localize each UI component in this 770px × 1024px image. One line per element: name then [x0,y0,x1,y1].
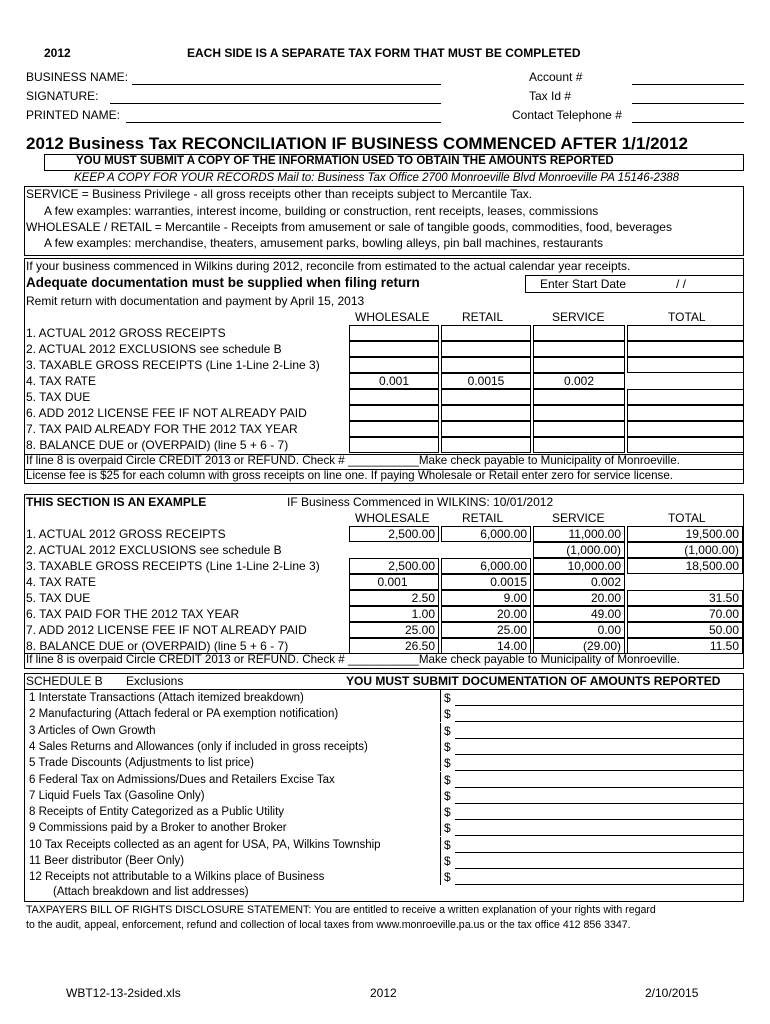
printed-name-label: PRINTED NAME: [26,108,121,122]
form-cell-line5-service[interactable] [533,389,625,405]
col-service: SERVICE [552,310,605,324]
schedule-b-amount-field-3[interactable] [455,738,744,739]
example-overpaid-note: If line 8 is overpaid Circle CREDIT 2013 or REFUND. Check # ___________Make check payable to Municipality of Monroeville. [26,653,680,666]
divider [440,837,441,853]
header-year: 2012 [44,46,71,60]
divider [440,772,441,788]
col-retail: RETAIL [462,310,504,324]
must-submit-notice: YOU MUST SUBMIT A COPY OF THE INFORMATION USED TO OBTAIN THE AMOUNTS REPORTED [76,155,614,167]
page-title: 2012 Business Tax RECONCILIATION IF BUSINESS COMMENCED AFTER 1/1/2012 [26,134,688,153]
schedule-b-dollar-sign: $ [444,870,451,885]
form-cell-line8-wholesale[interactable] [349,437,439,453]
form-cell-line8-retail[interactable] [441,437,531,453]
signature-label: SIGNATURE: [26,89,99,103]
form-cell-line6-service[interactable] [533,405,625,421]
account-field[interactable] [632,84,744,85]
example-cell-line8-retail: 14.00 [441,638,531,654]
form-cell-line5-total[interactable] [627,389,744,405]
schedule-b-amount-field-12[interactable] [455,884,744,885]
disclosure-line-2: to the audit, appeal, enforcement, refund and collection of local taxes from www.monroeville.pa.us or the tax office 412 856 3347. [26,919,631,931]
start-date-value: / / [676,277,687,291]
form-cell-line6-total[interactable] [627,405,744,421]
signature-field[interactable] [110,103,441,104]
schedule-b-item-3: 3 Articles of Own Growth [29,724,156,737]
example-cell-line4-total [627,574,743,590]
schedule-b-amount-field-11[interactable] [455,868,744,869]
ex-col-wholesale: WHOLESALE [355,511,430,525]
telephone-field[interactable] [632,122,744,123]
divider [24,901,744,902]
schedule-b-item-10: 10 Tax Receipts collected as an agent for USA, PA, Wilkins Township [29,838,381,851]
ex-line-7: 7. ADD 2012 LICENSE FEE IF NOT ALREADY PAID [26,623,307,637]
form-cell-line1-wholesale[interactable] [349,325,439,341]
ex-col-service: SERVICE [552,511,605,525]
form-cell-line6-retail[interactable] [441,405,531,421]
divider [440,755,441,771]
form-line-8: 8. BALANCE DUE or (OVERPAID) (line 5 + 6 - 7) [26,438,289,452]
tax-id-label: Tax Id # [529,89,572,103]
schedule-b-dollar-sign: $ [444,788,451,803]
example-cell-line1-total: 19,500.00 [627,526,743,542]
rate-service: 0.002 [563,374,595,388]
divider [440,804,441,820]
start-date-label: Enter Start Date [540,277,627,291]
schedule-b-amount-field-1[interactable] [455,705,744,706]
form-line-3: 3. TAXABLE GROSS RECEIPTS (Line 1-Line 2-Line 3) [26,358,320,372]
service-definition: SERVICE = Business Privilege - all gross receipts other than receipts subject to Mercantile Tax. [26,187,533,201]
schedule-b-amount-field-9[interactable] [455,835,744,836]
form-line-7: 7. TAX PAID ALREADY FOR THE 2012 TAX YEAR [26,422,298,436]
example-cell-line2-retail [441,542,531,558]
schedule-b-amount-field-10[interactable] [455,852,744,853]
form-line-2: 2. ACTUAL 2012 EXCLUSIONS see schedule B [26,342,282,356]
schedule-b-heading: SCHEDULE B [26,674,103,688]
form-line-6: 6. ADD 2012 LICENSE FEE IF NOT ALREADY PAID [26,406,307,420]
form-cell-line1-service[interactable] [533,325,625,341]
tax-id-field[interactable] [632,103,744,104]
example-cell-line6-total: 70.00 [627,606,743,622]
divider [440,690,441,706]
schedule-b-amount-field-6[interactable] [455,787,744,788]
form-cell-line2-service[interactable] [533,341,625,357]
form-cell-line7-service[interactable] [533,421,625,437]
divider [440,788,441,804]
form-cell-line6-wholesale[interactable] [349,405,439,421]
ex-line-5: 5. TAX DUE [26,591,91,605]
divider [440,723,441,739]
wholesale-definition: WHOLESALE / RETAIL = Mercantile - Receipts from amusement or sale of tangible goods, commodities, food, beverages [26,220,672,234]
schedule-b-exclusions: Exclusions [126,674,184,688]
example-cell-line1-service: 11,000.00 [533,526,625,542]
col-total: TOTAL [668,310,706,324]
example-cell-line6-wholesale: 1.00 [349,606,439,622]
overpaid-note: If line 8 is overpaid Circle CREDIT 2013 or REFUND. Check # ___________Make check payable to Municipality of Monroeville. [26,454,680,467]
ex-line-3: 3. TAXABLE GROSS RECEIPTS (Line 1-Line 2-Line 3) [26,559,320,573]
form-intro: If your business commenced in Wilkins during 2012, reconcile from estimated to the actual calendar year receipts. [26,259,631,273]
business-name-label: BUSINESS NAME: [26,70,129,84]
example-cell-line5-retail: 9.00 [441,590,531,606]
schedule-b-dollar-sign: $ [444,723,451,738]
divider [440,820,441,836]
example-cell-line5-service: 20.00 [533,590,625,606]
form-line-1: 1. ACTUAL 2012 GROSS RECEIPTS [26,326,226,340]
header-notice: EACH SIDE IS A SEPARATE TAX FORM THAT MUST BE COMPLETED [187,46,581,60]
form-line-4: 4. TAX RATE [26,374,97,388]
example-cell-line2-wholesale [349,542,439,558]
divider [440,853,441,869]
schedule-b-dollar-sign: $ [444,691,451,705]
service-examples: A few examples: warranties, interest income, building or construction, rent receipts, leases, commissions [44,204,599,218]
example-cell-line7-total: 50.00 [627,622,743,638]
example-cell-line1-wholesale: 2,500.00 [349,526,439,542]
schedule-b-item-12: 12 Receipts not attributable to a Wilkins place of Business [29,871,325,884]
example-cell-line3-total: 18,500.00 [627,558,743,574]
form-cell-line5-wholesale[interactable] [349,389,439,405]
form-cell-line8-service[interactable] [533,437,625,453]
schedule-b-item-4: 4 Sales Returns and Allowances (only if included in gross receipts) [29,740,368,753]
example-cell-line8-wholesale: 26.50 [349,638,439,654]
schedule-b-dollar-sign: $ [444,739,451,754]
form-cell-line3-service[interactable] [533,357,625,373]
form-cell-line7-total[interactable] [627,421,744,437]
col-wholesale: WHOLESALE [355,310,430,324]
ex-line-6: 6. TAX PAID FOR THE 2012 TAX YEAR [26,607,240,621]
form-cell-line3-total[interactable] [627,357,744,373]
form-cell-line7-wholesale[interactable] [349,421,439,437]
printed-name-field[interactable] [126,122,441,123]
schedule-b-amount-field-7[interactable] [455,803,744,804]
schedule-b-attach: (Attach breakdown and list addresses) [53,886,249,898]
form-cell-line3-retail[interactable] [441,357,531,373]
schedule-b-amount-field-8[interactable] [455,819,744,820]
form-cell-line1-total[interactable] [627,325,744,341]
example-cell-line2-service: (1,000.00) [533,542,625,558]
example-cell-line3-service: 10,000.00 [533,558,625,574]
ex-line-1: 1. ACTUAL 2012 GROSS RECEIPTS [26,527,226,541]
business-name-field[interactable] [132,84,441,85]
example-cell-line1-retail: 6,000.00 [441,526,531,542]
schedule-b-dollar-sign: $ [444,707,451,722]
form-line-5: 5. TAX DUE [26,390,91,404]
example-cell-line7-wholesale: 25.00 [349,622,439,638]
form-cell-line5-retail[interactable] [441,389,531,405]
schedule-b-dollar-sign: $ [444,772,451,787]
schedule-b-amount-field-5[interactable] [455,770,744,771]
schedule-b-dollar-sign: $ [444,805,451,820]
schedule-b-item-6: 6 Federal Tax on Admissions/Dues and Retailers Excise Tax [29,773,335,786]
example-cell-line6-retail: 20.00 [441,606,531,622]
keep-copy-notice: KEEP A COPY FOR YOUR RECORDS Mail to: Business Tax Office 2700 Monroeville Blvd Monroeville PA 15146-2388 [74,172,680,184]
example-cell-line8-service: (29.00) [533,638,625,654]
schedule-b-dollar-sign: $ [444,854,451,868]
example-cell-line3-wholesale: 2,500.00 [349,558,439,574]
ex-col-retail: RETAIL [462,511,504,525]
schedule-b-dollar-sign: $ [444,756,451,771]
adequate-documentation: Adequate documentation must be supplied when filing return [26,275,420,290]
example-cell-line5-wholesale: 2.50 [349,590,439,606]
schedule-b-item-8: 8 Receipts of Entity Categorized as a Public Utility [29,806,285,819]
ex-col-total: TOTAL [668,511,706,525]
rate-retail: 0.0015 [467,374,505,388]
schedule-b-dollar-sign: $ [444,821,451,836]
example-cell-line4-wholesale: 0.001 [349,574,439,590]
schedule-b-item-7: 7 Liquid Fuels Tax (Gasoline Only) [29,789,205,802]
form-cell-line2-wholesale[interactable] [349,341,439,357]
example-commenced: IF Business Commenced in WILKINS: 10/01/2012 [287,495,554,509]
account-label: Account # [529,70,583,84]
schedule-b-item-2: 2 Manufacturing (Attach federal or PA exemption notification) [29,708,339,721]
form-cell-line3-wholesale[interactable] [349,357,439,373]
form-cell-line7-retail[interactable] [441,421,531,437]
example-cell-line7-retail: 25.00 [441,622,531,638]
example-cell-line2-total: (1,000.00) [627,542,743,558]
example-cell-line4-service: 0.002 [533,574,625,590]
footer-year: 2012 [370,986,397,1000]
example-cell-line3-retail: 6,000.00 [441,558,531,574]
ex-line-8: 8. BALANCE DUE or (OVERPAID) (line 5 + 6 - 7) [26,639,289,653]
remit-note: Remit return with documentation and payment by April 15, 2013 [26,294,365,308]
schedule-b-amount-field-4[interactable] [455,754,744,755]
divider [440,739,441,755]
example-cell-line4-retail: 0.0015 [441,574,531,590]
form-cell-line8-total[interactable] [627,437,744,453]
wholesale-examples: A few examples: merchandise, theaters, amusement parks, bowling alleys, pin ball machines, restaurants [44,236,603,250]
example-heading: THIS SECTION IS AN EXAMPLE [26,495,207,509]
form-cell-line1-retail[interactable] [441,325,531,341]
ex-line-2: 2. ACTUAL 2012 EXCLUSIONS see schedule B [26,543,282,557]
divider [440,869,441,885]
footer-file: WBT12-13-2sided.xls [66,986,181,1000]
example-cell-line8-total: 11.50 [627,638,743,654]
ex-line-4: 4. TAX RATE [26,575,97,589]
schedule-b-amount-field-2[interactable] [455,721,744,722]
form-cell-line2-total[interactable] [627,341,744,357]
example-cell-line6-service: 49.00 [533,606,625,622]
schedule-b-dollar-sign: $ [444,837,451,852]
disclosure-line-1: TAXPAYERS BILL OF RIGHTS DISCLOSURE STATEMENT: You are entitled to receive a written explanation of your rights with regard [26,904,656,916]
divider [440,706,441,722]
example-cell-line5-total: 31.50 [627,590,743,606]
license-fee-note: License fee is $25 for each column with gross receipts on line one. If paying Wholesale or Retail enter zero for service license. [26,469,674,482]
divider [24,690,25,902]
schedule-b-item-1: 1 Interstate Transactions (Attach itemized breakdown) [29,692,304,704]
form-cell-line2-retail[interactable] [441,341,531,357]
schedule-b-must-submit: YOU MUST SUBMIT DOCUMENTATION OF AMOUNTS REPORTED [346,674,721,688]
rate-wholesale: 0.001 [378,374,410,388]
schedule-b-item-9: 9 Commissions paid by a Broker to another Broker [29,822,287,835]
schedule-b-item-11: 11 Beer distributor (Beer Only) [29,855,185,867]
schedule-b-item-5: 5 Trade Discounts (Adjustments to list price) [29,757,254,770]
footer-date: 2/10/2015 [645,986,699,1000]
example-cell-line7-service: 0.00 [533,622,625,638]
telephone-label: Contact Telephone # [512,108,622,122]
